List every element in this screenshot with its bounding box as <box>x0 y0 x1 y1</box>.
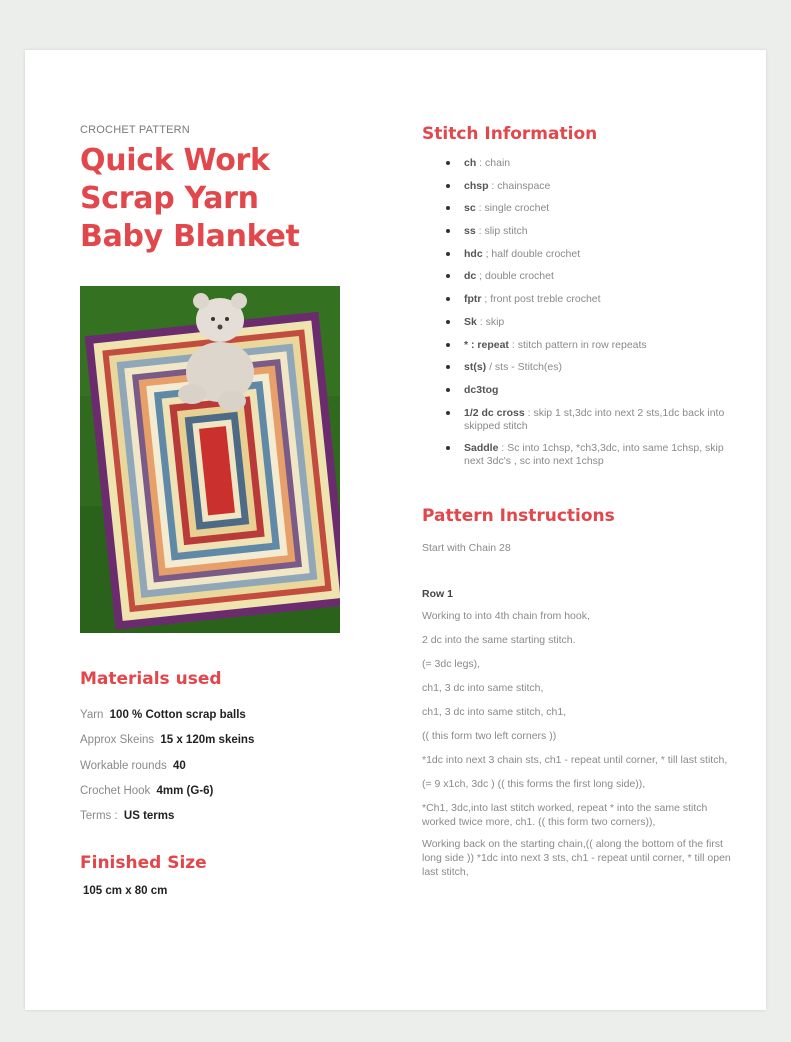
kicker: CROCHET PATTERN <box>80 124 190 136</box>
materials-title: Materials used <box>80 669 222 689</box>
pattern-line: Working to into 4th chain from hook, <box>422 610 590 622</box>
blanket-photo <box>80 286 340 633</box>
material-value: 100 % Cotton scrap balls <box>109 709 246 721</box>
stitch-item <box>444 361 732 374</box>
material-row <box>80 728 380 753</box>
material-label: Approx Skeins <box>80 734 155 747</box>
pattern-line: 2 dc into the same starting stitch. <box>422 634 576 646</box>
stitch-abbr: chsp <box>464 179 489 192</box>
finished-size-value: 105 cm x 80 cm <box>83 885 168 897</box>
stitch-abbr: dc3tog <box>464 383 499 396</box>
pattern-line: ch1, 3 dc into same stitch, ch1, <box>422 706 567 718</box>
stitch-desc: : chain <box>476 157 511 169</box>
pattern-line: Working back on the starting chain,(( along the bottom of the first long side )) *1dc into next 3 sts, ch1 - repeat until corner, * till open last stitch, <box>422 838 731 878</box>
stitch-item <box>444 248 732 261</box>
stitch-item <box>444 293 732 306</box>
stitch-item <box>444 339 732 352</box>
stitch-abbr: 1/2 dc cross <box>464 406 525 419</box>
stitch-item <box>444 407 732 433</box>
material-label: Workable rounds <box>80 759 167 772</box>
stitch-abbr: st(s) <box>464 361 487 374</box>
stitch-abbr: fptr <box>464 293 482 306</box>
stitch-desc: : Sc into 1chsp, *ch3,3dc, into same 1chsp, skip next 3dc's , sc into next 1chsp <box>464 442 724 468</box>
stitch-abbr: hdc <box>464 247 483 260</box>
stitch-desc: : skip 1 st,3dc into next 2 sts,1dc back into skipped stitch <box>464 406 725 432</box>
pattern-section <box>422 506 732 879</box>
finished-size-title: Finished Size <box>80 853 207 873</box>
stitch-item <box>444 202 732 215</box>
stitch-desc: ; half double crochet <box>482 247 581 260</box>
stitch-desc: : stitch pattern in row repeats <box>508 338 647 351</box>
material-row <box>80 754 380 779</box>
page-title <box>80 142 380 256</box>
material-row <box>80 779 380 804</box>
row-label: Row 1 <box>422 588 453 600</box>
stitch-item <box>444 316 732 329</box>
right-column <box>422 124 732 878</box>
stitch-item <box>444 270 732 283</box>
pattern-start: Start with Chain 28 <box>422 542 511 554</box>
material-label: Yarn <box>80 709 104 721</box>
stitch-desc: : single crochet <box>475 202 550 215</box>
stitch-item <box>444 384 732 397</box>
stitch-desc: : slip stitch <box>475 225 528 238</box>
material-row <box>80 804 380 829</box>
pattern-line: *1dc into next 3 chain sts, ch1 - repeat until corner, * till last stitch, <box>422 754 728 766</box>
title-line: Quick Work <box>80 143 270 178</box>
material-row <box>80 703 380 728</box>
pattern-line: (= 9 x1ch, 3dc ) (( this forms the first long side)), <box>422 778 646 790</box>
stitch-abbr: Sk <box>464 315 477 328</box>
left-column <box>80 124 380 897</box>
materials-list <box>80 703 380 829</box>
material-label: Crochet Hook <box>80 784 151 797</box>
stitch-abbr: * : repeat <box>464 338 509 351</box>
stitch-list <box>444 157 732 468</box>
stitch-abbr: sc <box>464 202 476 215</box>
stitch-desc: : skip <box>476 315 505 328</box>
stitch-item <box>444 157 732 170</box>
pattern-title: Pattern Instructions <box>422 506 615 526</box>
pattern-page <box>25 50 766 1010</box>
material-value: 4mm (G-6) <box>156 784 214 797</box>
stitch-abbr: Saddle <box>464 442 499 455</box>
stitch-abbr: ss <box>464 225 476 238</box>
stitch-desc: ; front post treble crochet <box>481 293 601 306</box>
material-value: US terms <box>123 810 175 823</box>
title-line: Baby Blanket <box>80 219 300 254</box>
pattern-line: *Ch1, 3dc,into last stitch worked, repeat * into the same stitch worked twice more, ch1. (( this form two corners)), <box>422 802 708 828</box>
stitch-desc: : chainspace <box>488 179 551 192</box>
stitch-item <box>444 442 732 468</box>
material-label: Terms : <box>80 810 118 823</box>
stitch-abbr: dc <box>464 270 477 283</box>
stitch-item <box>444 225 732 238</box>
materials-section <box>80 669 380 829</box>
stitch-info-title: Stitch Information <box>422 124 598 144</box>
stitch-abbr: ch <box>464 157 477 169</box>
pattern-line: ch1, 3 dc into same stitch, <box>422 682 544 694</box>
pattern-line: (= 3dc legs), <box>422 658 481 670</box>
stitch-desc: / sts - Stitch(es) <box>486 361 563 374</box>
stitch-desc: ; double crochet <box>476 270 554 283</box>
material-value: 15 x 120m skeins <box>160 734 255 747</box>
material-value: 40 <box>172 759 186 772</box>
title-line: Scrap Yarn <box>80 181 259 216</box>
pattern-line: (( this form two left corners )) <box>422 730 557 742</box>
finished-size-section <box>80 853 380 897</box>
stitch-item <box>444 180 732 193</box>
